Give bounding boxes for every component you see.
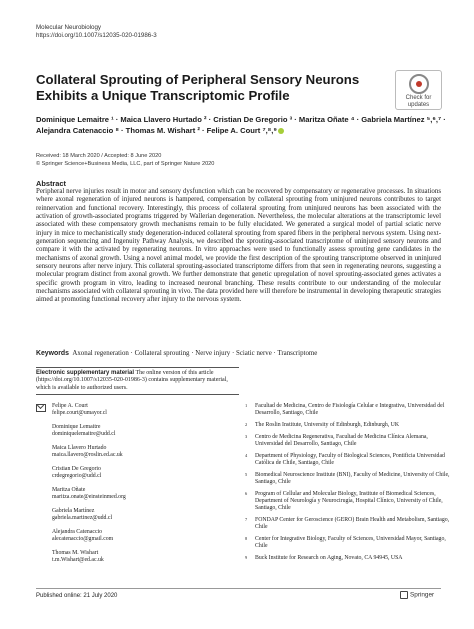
check-updates-icon: [409, 74, 429, 94]
badge-line-2: updates: [407, 101, 430, 108]
check-for-updates-badge[interactable]: [395, 70, 442, 110]
affiliation-number: 8: [245, 536, 248, 541]
contact-name: Cristian De Gregorio: [52, 466, 101, 472]
affiliation-number: 5: [245, 472, 248, 477]
published-online: Published online: 21 July 2020: [36, 593, 118, 599]
contact-entry: [52, 466, 242, 480]
abstract-text: Peripheral nerve injuries result in motor and sensory dysfunction which can be recovered by compensatory or regenerative processes. In situations where axonal regeneration of injured neurons is hampered, compensation by collateral sprouting from uninjured neurons contributes to target reinnervation and functional recovery. Interestingly, this process of collateral sprouting from uninjured neurons has been associated with the activation of growth-associated programs triggered by Wallerian degeneration. Nevertheless, the molecular alterations at the transcriptomic level associated with these compensatory growth mechanisms remain to be fully elucidated. We generated a surgical model of partial sciatic nerve injury in mice to mechanistically study degeneration-induced collateral sprouting from spared fibers in the peripheral nervous system. Using next-generation sequencing and Ingenuity Pathway Analysis, we described the sprouting-associated transcriptome of uninjured sensory neurons and compare it with the activated by regenerating neurons. In vitro approaches were used to functionally assess sprouting gene candidates in the mechanisms of axonal growth. Using a novel animal model, we provide the first description of the sprouting transcriptome observed in uninjured sensory neurons after nerve injury. This collateral sprouting-associated transcriptome differs from that seen in regenerating neurons, suggesting a molecular program distinct from axonal growth. We further demonstrate that genetic upregulation of novel sprouting-associated genes activates a specific growth program in vitro, leading to increased neuronal branching. These results contribute to our understanding of the molecular mechanisms associated with collateral sprouting in vivo. The data provided here will therefore be instrumental in developing therapeutic strategies aimed at promoting functional recovery after injury to the nervous system.: [36, 188, 441, 304]
affiliation-number: 9: [245, 555, 248, 560]
received-accepted: Received: 18 March 2020 / Accepted: 8 June 2020: [36, 153, 162, 159]
affiliation-text: Center for Integrative Biology, Faculty of Sciences, Universidad Mayor, Santiago, Chile: [255, 536, 446, 550]
contact-entry: [52, 403, 242, 417]
contact-entry: [52, 424, 242, 438]
journal-header: [36, 24, 157, 40]
contact-name: Dominique Lemaitre: [52, 424, 101, 430]
contact-entry: [52, 550, 242, 564]
contact-email[interactable]: dominiquelemaitre@udd.cl: [52, 431, 116, 438]
contact-email[interactable]: maritza.onate@einsteinmed.org: [52, 494, 126, 501]
affiliation-text: Program of Cellular and Molecular Biology, Institute of Biomedical Sciences, Department of Neurología y Neurocirugía, Hospital Clínico, University of Chile, Santiago, Chile: [255, 491, 443, 512]
affiliation-number: 2: [245, 422, 248, 427]
affiliation-number: 6: [245, 491, 248, 496]
author-line-1: Dominique Lemaitre ¹ · Maica Llavero Hurtado ² · Cristian De Gregorio ³ · Maritza Oñate ⁴ · Gabriela Martínez ⁵,⁶,⁷ ·: [36, 115, 446, 124]
journal-name: Molecular Neurobiology: [36, 24, 102, 31]
affiliation-text: Facultad de Medicina, Centro de Fisiología Celular e Integrativa, Universidad del Desarrollo, Santiago, Chile: [255, 403, 445, 417]
contact-name: Gabriela Martínez: [52, 508, 95, 514]
author-line-2-wrap: [36, 125, 446, 136]
affiliation-text: Buck Institute for Research on Aging, Novato, CA 94945, USA: [255, 555, 403, 561]
publisher-logo: [400, 591, 434, 599]
affiliation-text: Biomedical Neuroscience Institute (BNI), Faculty of Medicine, University of Chile, Santiago, Chile: [255, 472, 450, 486]
contact-name: Felipe A. Court: [52, 403, 88, 409]
article-dates: [36, 153, 214, 168]
keywords-text: Axonal regeneration · Collateral sprouting · Nerve injury · Sciatic nerve · Transcriptome: [72, 350, 318, 357]
keywords: [36, 350, 441, 357]
publisher-name: Springer: [410, 591, 435, 599]
affiliation-text: FONDAP Center for Geroscience (GERO) Brain Health and Metabolism, Santiago, Chile: [255, 517, 450, 531]
affiliation-number: 4: [245, 453, 248, 458]
badge-line-1: Check for: [405, 95, 432, 101]
springer-horse-icon: [400, 591, 408, 599]
orcid-icon[interactable]: [278, 128, 284, 134]
author-list: [36, 114, 446, 136]
esm-label: Electronic supplementary material: [36, 370, 135, 376]
affiliation-number: 1: [245, 403, 248, 408]
doi-link[interactable]: https://doi.org/10.1007/s12035-020-01986-3: [36, 32, 157, 39]
contact-entry: [52, 487, 242, 501]
author-line-2: Alejandra Catenaccio ⁸ · Thomas M. Wishart ² · Felipe A. Court ⁷,⁸,⁹: [36, 126, 277, 135]
affiliation-text: The Roslin Institute, University of Edinburgh, Edinburgh, UK: [255, 422, 400, 428]
affiliation-text: Centro de Medicina Regenerativa, Facultad de Medicina Clínica Alemana, Universidad del Desarrollo, Santiago, Chile: [255, 434, 428, 448]
supplementary-note: [36, 367, 239, 395]
contact-email[interactable]: gabriela.martinez@udd.cl: [52, 515, 113, 522]
copyright: © Springer Science+Business Media, LLC, part of Springer Nature 2020: [36, 160, 215, 167]
contact-name: Maica Llavero Hurtado: [52, 445, 107, 451]
affiliation-number: 7: [245, 517, 248, 522]
keywords-label: Keywords: [36, 350, 69, 357]
contact-name: Maritza Oñate: [52, 487, 86, 493]
contact-email[interactable]: maica.llavero@roslin.ed.ac.uk: [52, 452, 123, 459]
affiliation-text: Department of Physiology, Faculty of Biological Sciences, Pontificia Universidad Católica de Chile, Santiago, Chile: [255, 453, 445, 467]
contact-name: Thomas M. Wishart: [52, 550, 99, 556]
contact-email[interactable]: t.m.Wishart@ed.ac.uk: [52, 557, 104, 564]
contact-entry: [52, 508, 242, 522]
affiliation-number: 3: [245, 434, 248, 439]
esm-text: The online version of this article (https://doi.org/10.1007/s12035-020-01986-3) contains supplementary material, which is available to authorized users.: [36, 370, 228, 391]
article-title: Collateral Sprouting of Peripheral Sensory Neurons Exhibits a Unique Transcriptomic Profile: [36, 72, 360, 103]
contact-entry: [52, 529, 242, 543]
contact-email[interactable]: crdegregorio@udd.cl: [52, 473, 102, 480]
abstract-heading: Abstract: [36, 179, 66, 188]
footer-divider: [36, 588, 441, 589]
contact-email[interactable]: felipe.court@umayor.cl: [52, 410, 107, 417]
envelope-icon: [36, 404, 46, 412]
contact-name: Alejandra Catenaccio: [52, 529, 103, 535]
contact-email[interactable]: alecatenaccio@gmail.com: [52, 536, 114, 543]
contact-entry: [52, 445, 242, 459]
